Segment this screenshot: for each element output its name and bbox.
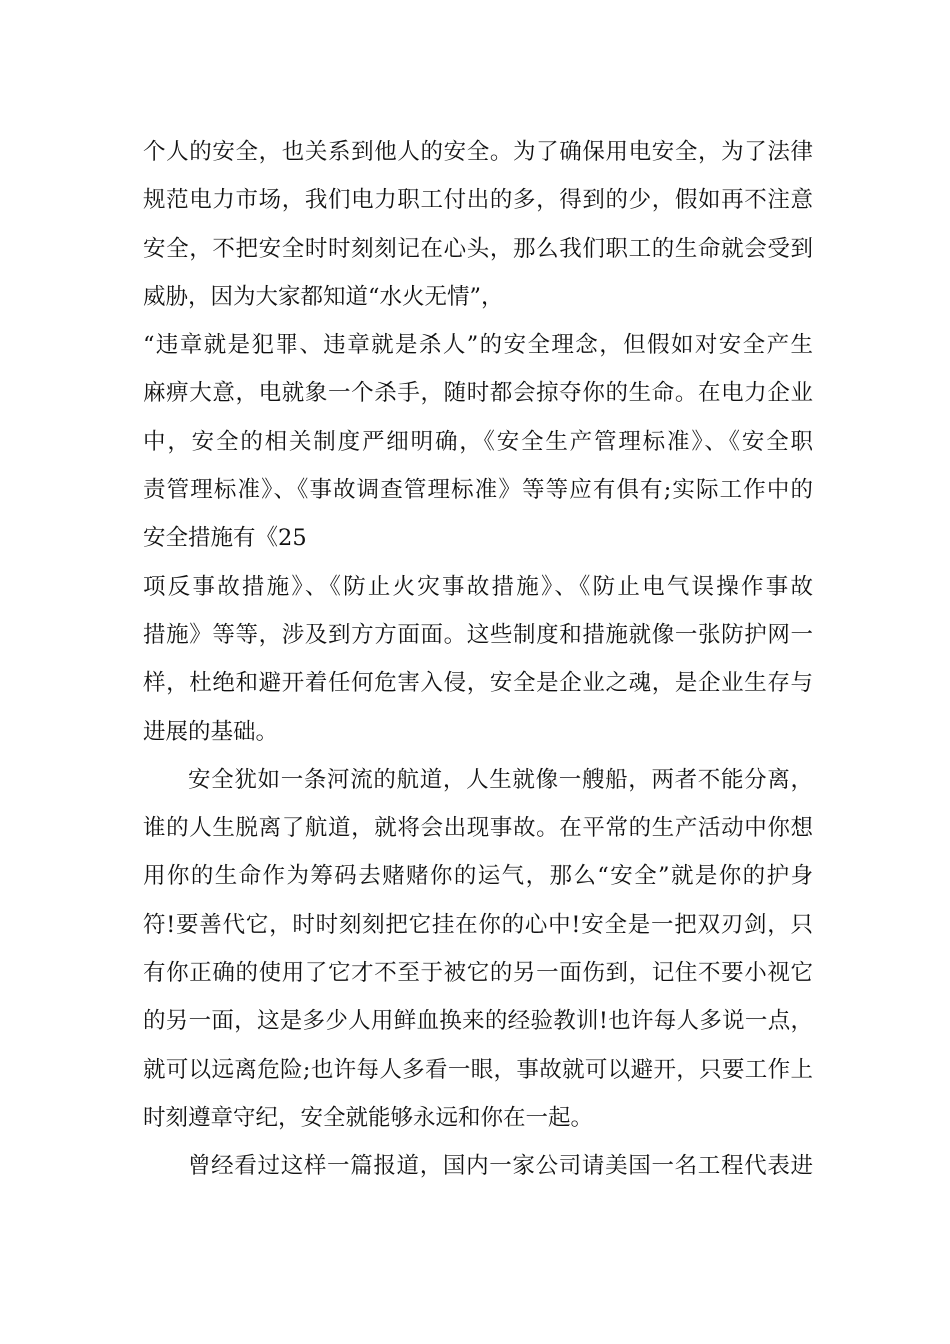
- text-line: 项反事故措施》、《防止火灾事故措施》、《防止电气误操作事故: [143, 573, 813, 600]
- text-line: 个人的安全，也关系到他人的安全。为了确保用电安全，为了法律: [143, 139, 813, 165]
- text-line: 措施》等等，涉及到方方面面。这些制度和措施就像一张防护网一: [143, 621, 813, 648]
- text-line: 威胁，因为大家都知道“水火无情”，: [143, 283, 504, 310]
- text-line: 麻痹大意，电就象一个杀手，随时都会掠夺你的生命。在电力企业: [143, 380, 813, 407]
- text-line: 安全，不把安全时时刻刻记在心头，那么我们职工的生命就会受到: [143, 235, 813, 262]
- paragraph-first-line: 曾经看过这样一篇报道，国内一家公司请美国一名工程代表进: [188, 1153, 813, 1180]
- text-line: 进展的基础。: [143, 718, 279, 745]
- text-line: 时刻遵章守纪，安全就能够永远和你在一起。: [143, 1104, 594, 1131]
- text-line: 用你的生命作为筹码去赌赌你的运气，那么“安全”就是你的护身: [143, 863, 813, 890]
- paragraph-first-line: 安全犹如一条河流的航道，人生就像一艘船，两者不能分离，: [188, 766, 813, 793]
- text-line: “违章就是犯罪、违章就是杀人”的安全理念，但假如对安全产生: [143, 332, 813, 359]
- text-line: 的另一面，这是多少人用鲜血换来的经验教训!也许每人多说一点，: [143, 1008, 813, 1035]
- text-line: 就可以远离危险;也许每人多看一眼，事故就可以避开，只要工作上: [143, 1056, 813, 1083]
- text-line: 谁的人生脱离了航道，就将会出现事故。在平常的生产活动中你想: [143, 815, 813, 842]
- text-line: 符!要善代它，时时刻刻把它挂在你的心中!安全是一把双刃剑，只: [143, 911, 813, 938]
- body-text: [143, 128, 813, 1191]
- text-line: 样，杜绝和避开着任何危害入侵，安全是企业之魂，是企业生存与: [143, 670, 813, 697]
- text-line: 有你正确的使用了它才不至于被它的另一面伤到，记住不要小视它: [143, 960, 813, 987]
- text-line: 规范电力市场，我们电力职工付出的多，得到的少，假如再不注意: [143, 187, 813, 214]
- text-line: 安全措施有《25: [143, 525, 307, 552]
- text-line: 中，安全的相关制度严细明确，《安全生产管理标准》、《安全职: [143, 428, 813, 455]
- text-line: 责管理标准》、《事故调查管理标准》等等应有俱有;实际工作中的: [143, 477, 813, 504]
